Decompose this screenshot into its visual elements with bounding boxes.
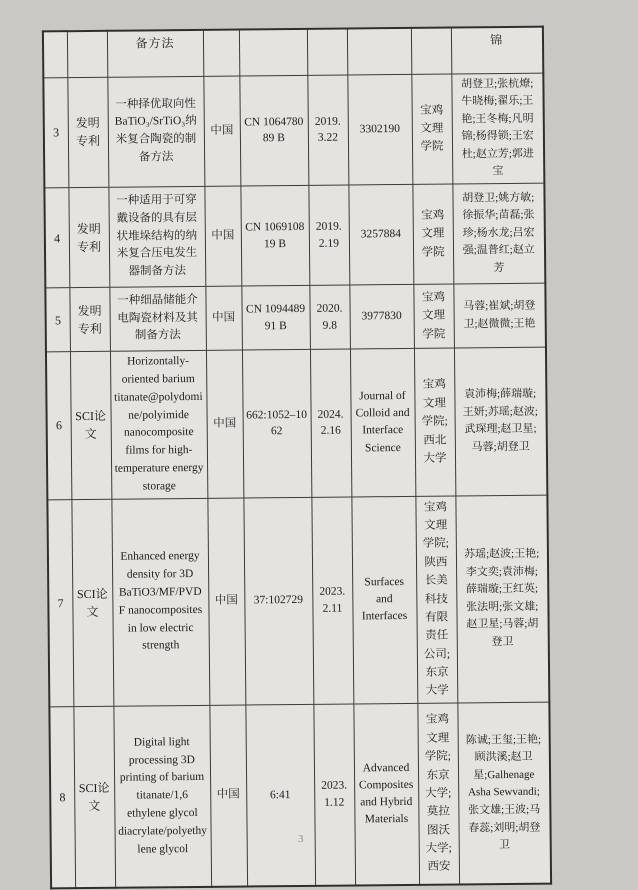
cell-cert: Surfaces and Interfaces <box>351 496 417 704</box>
header-cell-last: 锦 <box>451 27 543 74</box>
table-sheet <box>42 26 552 890</box>
table-row <box>45 283 546 352</box>
cell-country: 中国 <box>207 498 245 706</box>
cell-seq: 4 <box>44 188 69 288</box>
cell-type: 发明专利 <box>69 287 110 351</box>
header-cell-cert <box>347 28 411 75</box>
cell-institution: 宝鸡文理学院 <box>411 74 452 185</box>
table-row <box>49 702 551 889</box>
cell-date: 2023.2.11 <box>311 497 353 705</box>
cell-type: SCI论文 <box>71 499 113 707</box>
cell-cert: Advanced Composites and Hybrid Materials <box>353 703 419 886</box>
cell-cert: Journal of Colloid and Interface Science <box>350 348 415 496</box>
header-cell-type <box>67 31 107 77</box>
table-row <box>43 73 544 188</box>
cell-number: CN 106478089 B <box>239 75 308 186</box>
cell-title: Horizontally-oriented barium titanate@polydomine/polyimide nanocomposite films for high-temperature energy storage <box>110 350 207 498</box>
cell-institution: 宝鸡文理学院;东京大学;莫拉图沃大学;西安 <box>417 703 459 885</box>
achievements-table <box>42 26 552 890</box>
cell-country: 中国 <box>206 350 243 498</box>
cell-seq: 7 <box>47 499 73 707</box>
cell-authors: 马蓉;崔斌;胡登卫;赵微微;王艳 <box>453 283 546 348</box>
header-cell-number <box>239 29 307 76</box>
cell-authors: 苏瑶;赵波;王艳;李文奕;袁沛梅;薛瑞璇;王红英;张法明;张文雄;赵卫星;马蓉;胡登卫 <box>455 495 549 703</box>
cell-date: 2019.2.19 <box>308 185 349 285</box>
cell-date: 2020.9.8 <box>309 285 350 349</box>
cell-authors: 胡登卫;姚方敏;徐振华;苗磊;张珍;杨水龙;吕宏强;温普红;赵立芳 <box>452 183 545 284</box>
cell-country: 中国 <box>209 705 247 887</box>
cell-institution: 宝鸡文理学院;西北大学 <box>414 348 455 496</box>
cell-institution: 宝鸡文理学院;陕西长美科技有限责任公司;东京大学 <box>415 496 457 704</box>
cell-title: 一种细晶储能介电陶瓷材料及其制备方法 <box>109 286 206 351</box>
cell-type: SCI论文 <box>70 351 111 499</box>
header-cell-seq <box>43 31 67 77</box>
cell-type: SCI论文 <box>73 706 115 888</box>
cell-number: CN 106910819 B <box>240 185 309 286</box>
header-cell-country <box>203 30 239 76</box>
table-row <box>47 495 549 707</box>
cell-authors: 袁沛梅;薛瑞璇;王妍;苏瑶;赵波;武琛理;赵卫星;马蓉;胡登卫 <box>454 347 547 495</box>
cell-number: 662:1052–1062 <box>242 349 311 497</box>
cell-number: 6:41 <box>245 704 315 887</box>
cell-country: 中国 <box>204 186 241 286</box>
cell-number: CN 109448991 B <box>241 285 310 350</box>
cell-title: 一种择优取向性BaTiO₃/SrTiO₃纳米复合陶瓷的制备方法 <box>107 76 204 187</box>
cell-institution: 宝鸡文理学院 <box>413 284 454 348</box>
cell-seq: 5 <box>45 288 70 352</box>
cell-cert: 3257884 <box>348 184 413 285</box>
cell-title: 一种适用于可穿戴设备的具有层状堆垛结构的纳米复合压电发生器制备方法 <box>108 186 205 287</box>
cell-date: 2019.3.22 <box>307 74 348 185</box>
cell-country: 中国 <box>205 286 242 350</box>
header-cell-date <box>307 29 347 75</box>
cell-institution: 宝鸡文理学院 <box>412 184 453 284</box>
cell-seq: 8 <box>49 707 75 889</box>
page-number: 3 <box>298 833 304 845</box>
cell-type: 发明专利 <box>68 187 109 287</box>
table-body <box>43 27 551 889</box>
cell-cert: 3977830 <box>349 284 414 349</box>
cell-authors: 胡登卫;张杭燎;牛晓梅;翟乐;王艳;王冬梅;凡明锦;杨得锁;王宏杜;赵立芳;郭进宝 <box>451 73 544 184</box>
cell-title: Digital light processing 3D printing of barium titanate/1,6 ethylene glycol diacrylate/polyethylene glycol <box>113 705 211 888</box>
table-row <box>44 183 545 288</box>
cell-title: Enhanced energy density for 3D BaTiO3/MF/PVDF nanocomposites in low electric strength <box>111 498 209 706</box>
cell-authors: 陈诚;王玺;王艳;顾洪溪;赵卫星;Galhenage Asha Sewvandi;张文雄;王波;马春蕊;刘明;胡登卫 <box>457 702 551 885</box>
cell-seq: 3 <box>43 77 68 188</box>
cell-seq: 6 <box>46 352 71 500</box>
cell-country: 中国 <box>203 76 240 187</box>
cell-date: 2023.1.12 <box>313 704 355 886</box>
table-row <box>46 347 547 499</box>
cell-cert: 3302190 <box>347 74 412 185</box>
cell-type: 发明专利 <box>67 77 108 188</box>
table-header-row <box>43 27 543 78</box>
cell-date: 2024.2.16 <box>310 349 351 497</box>
header-cell-institution <box>411 28 451 74</box>
header-cell-method: 备方法 <box>107 30 203 77</box>
cell-number: 37:102729 <box>243 497 313 705</box>
